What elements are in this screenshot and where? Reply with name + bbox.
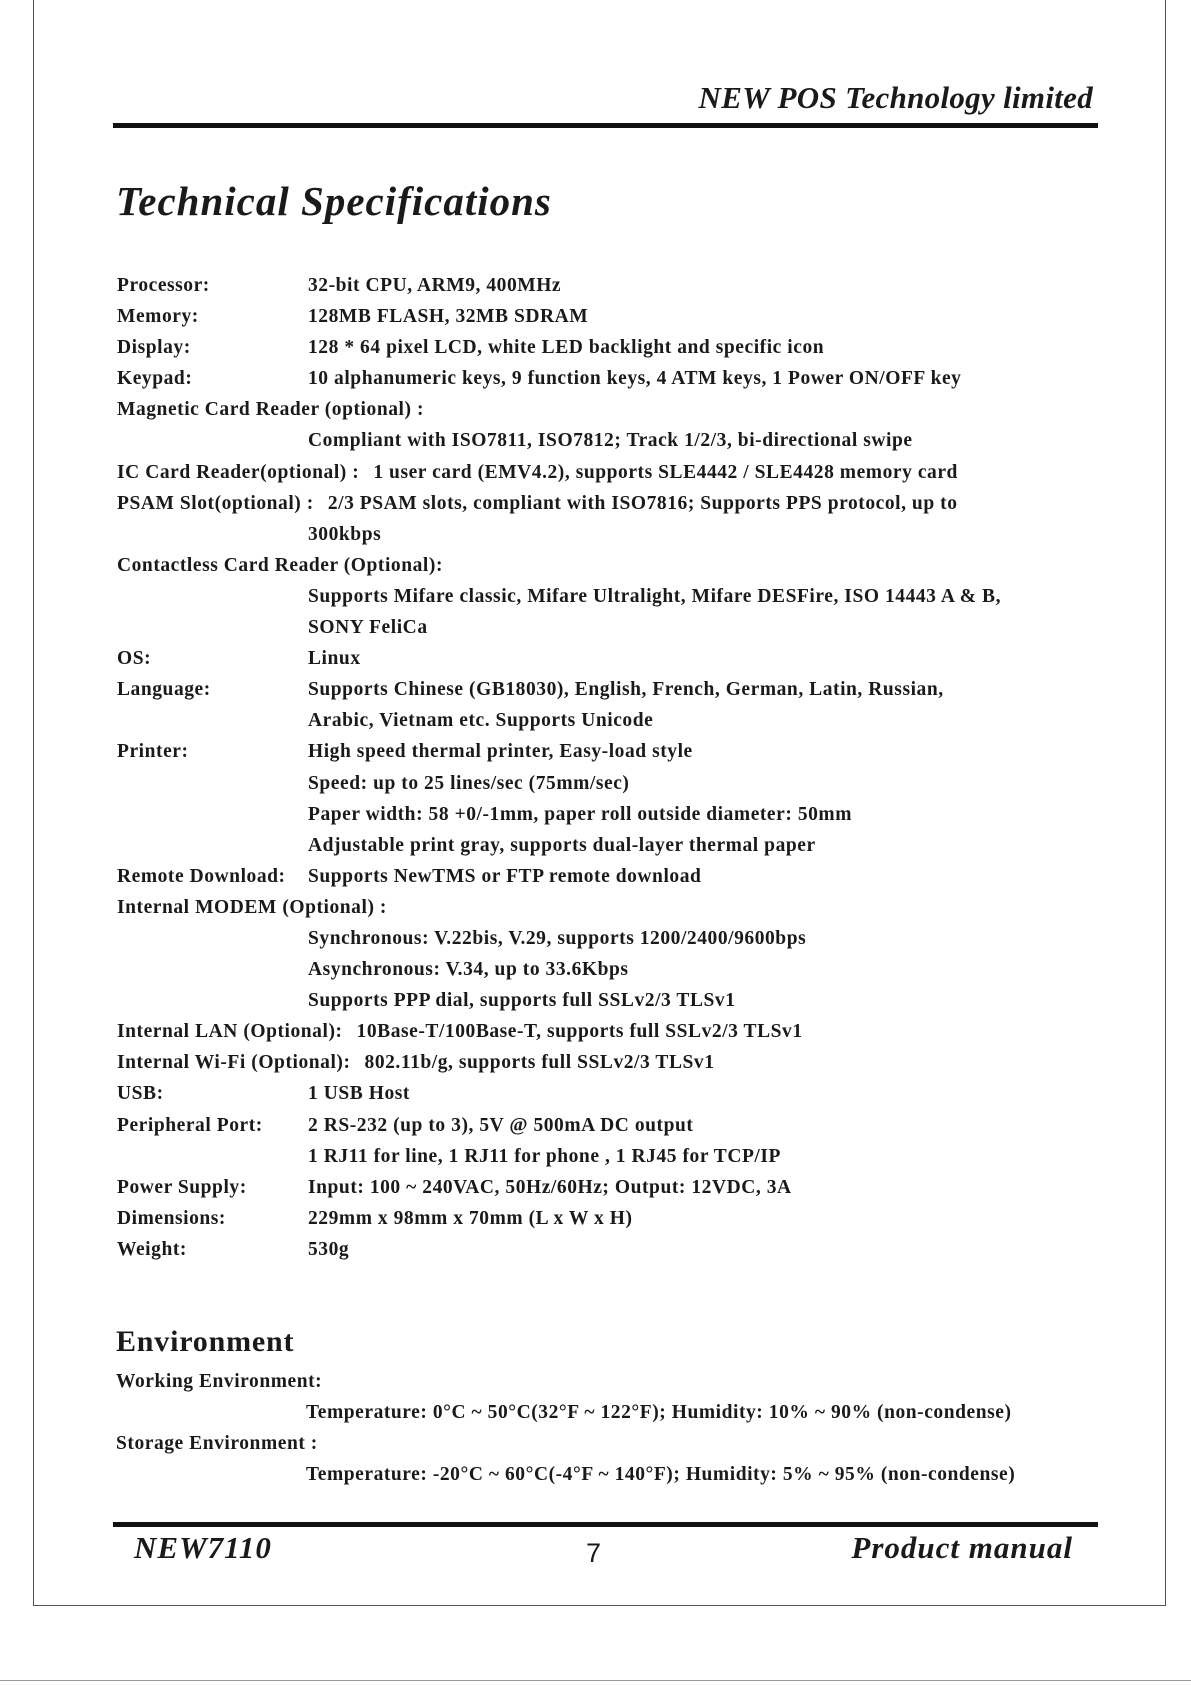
- spec-row: [117, 1078, 1107, 1109]
- spec-value: 1 USB Host: [308, 1083, 410, 1105]
- spec-value: Synchronous: V.22bis, V.29, supports 1200/2400/9600bps: [308, 927, 807, 949]
- spec-row: [117, 923, 1107, 954]
- spec-label: [117, 954, 308, 985]
- spec-row: [117, 768, 1107, 799]
- spec-label: Peripheral Port:: [117, 1114, 263, 1136]
- spec-label: [117, 985, 308, 1016]
- spec-row: [117, 1047, 1107, 1078]
- spec-label: PSAM Slot(optional) :: [117, 492, 314, 514]
- spec-row: [117, 736, 1107, 767]
- footer-rule: [113, 1522, 1098, 1527]
- spec-value: 229mm x 98mm x 70mm (L x W x H): [308, 1207, 633, 1229]
- working-environment-label: Working Environment:: [116, 1371, 323, 1392]
- spec-row: [117, 705, 1107, 736]
- spec-value: 300kbps: [308, 523, 382, 545]
- spec-value: Compliant with ISO7811, ISO7812; Track 1/2/3, bi-directional swipe: [308, 430, 913, 452]
- spec-row: [117, 488, 1107, 519]
- environment-heading: Environment: [116, 1325, 295, 1358]
- spec-row: [117, 1141, 1107, 1172]
- spec-row: [117, 1234, 1107, 1265]
- spec-value: 10Base-T/100Base-T, supports full SSLv2/3 TLSv1: [356, 1021, 803, 1043]
- company-name: NEW POS Technology limited: [698, 80, 1093, 115]
- page-number: 7: [586, 1538, 602, 1568]
- spec-row: [117, 581, 1107, 612]
- spec-row: [117, 892, 1107, 923]
- spec-row: [117, 363, 1107, 394]
- spec-row: [117, 1110, 1107, 1141]
- spec-value: Asynchronous: V.34, up to 33.6Kbps: [308, 959, 629, 981]
- spec-row: [117, 519, 1107, 550]
- spec-row: [117, 550, 1107, 581]
- spec-row: [117, 1172, 1107, 1203]
- page-title: Technical Specifications: [116, 178, 552, 224]
- spec-value: Supports Mifare classic, Mifare Ultralight, Mifare DESFire, ISO 14443 A & B,: [308, 585, 1002, 607]
- spec-label: USB:: [117, 1083, 164, 1105]
- spec-value: Paper width: 58 +0/-1mm, paper roll outside diameter: 50mm: [308, 803, 853, 825]
- spec-row: [117, 799, 1107, 830]
- spec-label: Memory:: [117, 306, 199, 328]
- footer-model: NEW7110: [134, 1530, 272, 1565]
- spec-label: Remote Download:: [117, 865, 286, 887]
- spec-label: Display:: [117, 337, 191, 359]
- spec-row: [117, 985, 1107, 1016]
- scan-edge-line: [0, 1680, 1191, 1681]
- spec-label: Internal LAN (Optional):: [117, 1021, 343, 1043]
- spec-label: [117, 1141, 308, 1172]
- env-row-storage-value: [116, 1459, 1106, 1490]
- spec-value: 32-bit CPU, ARM9, 400MHz: [308, 275, 562, 296]
- spec-row: [117, 1016, 1107, 1047]
- spec-row: [117, 425, 1107, 456]
- spec-label: [117, 799, 308, 830]
- spec-row: [117, 954, 1107, 985]
- storage-environment-label: Storage Environment :: [116, 1433, 318, 1454]
- spec-row: [117, 612, 1107, 643]
- spec-row: [117, 1203, 1107, 1234]
- spec-label: Internal MODEM (Optional) :: [117, 896, 387, 918]
- spec-label: Printer:: [117, 741, 189, 763]
- spec-label: Dimensions:: [117, 1207, 226, 1229]
- header-rule: [113, 123, 1098, 128]
- spec-row: [117, 830, 1107, 861]
- spec-value: Supports PPP dial, supports full SSLv2/3 TLSv1: [308, 990, 736, 1012]
- storage-environment-value: Temperature: -20°C ~ 60°C(-4°F ~ 140°F); Humidity: 5% ~ 95% (non-condense): [306, 1464, 1016, 1485]
- spec-value: Supports Chinese (GB18030), English, French, German, Latin, Russian,: [308, 679, 944, 701]
- spec-value: 1 RJ11 for line, 1 RJ11 for phone , 1 RJ45 for TCP/IP: [308, 1145, 781, 1167]
- spec-value: 2 RS-232 (up to 3), 5V @ 500mA DC output: [308, 1114, 694, 1136]
- spec-label: [117, 519, 308, 550]
- spec-value: Speed: up to 25 lines/sec (75mm/sec): [308, 772, 630, 794]
- spec-label: Keypad:: [117, 368, 193, 390]
- spec-value: 128 * 64 pixel LCD, white LED backlight and specific icon: [308, 337, 825, 359]
- spec-label: [117, 705, 308, 736]
- env-row-storage: [116, 1428, 1106, 1459]
- spec-value: SONY FeliCa: [308, 617, 428, 639]
- env-row-working: [116, 1366, 1106, 1397]
- spec-value: 2/3 PSAM slots, compliant with ISO7816; Supports PPS protocol, up to: [327, 492, 958, 514]
- spec-label: [117, 581, 308, 612]
- spec-value: Linux: [308, 648, 361, 670]
- spec-value: Arabic, Vietnam etc. Supports Unicode: [308, 710, 654, 732]
- spec-value: 1 user card (EMV4.2), supports SLE4442 / SLE4428 memory card: [373, 461, 958, 483]
- spec-value: Input: 100 ~ 240VAC, 50Hz/60Hz; Output: 12VDC, 3A: [308, 1176, 792, 1198]
- spec-value: 802.11b/g, supports full SSLv2/3 TLSv1: [364, 1052, 715, 1074]
- spec-label: [117, 425, 308, 456]
- spec-label: Weight:: [117, 1238, 187, 1260]
- spec-list: [117, 270, 1107, 1265]
- spec-label: Language:: [117, 679, 211, 701]
- spec-label: [117, 830, 308, 861]
- spec-value: 530g: [308, 1238, 350, 1260]
- spec-label: [117, 768, 308, 799]
- spec-label: Power Supply:: [117, 1176, 247, 1198]
- spec-value: 10 alphanumeric keys, 9 function keys, 4 ATM keys, 1 Power ON/OFF key: [308, 368, 962, 390]
- spec-row: [117, 861, 1107, 892]
- spec-row: [117, 332, 1107, 363]
- spec-value: 128MB FLASH, 32MB SDRAM: [308, 306, 589, 328]
- spec-row: [117, 270, 1107, 301]
- spec-row: [117, 394, 1107, 425]
- spec-value: Adjustable print gray, supports dual-layer thermal paper: [308, 834, 816, 856]
- spec-value: High speed thermal printer, Easy-load style: [308, 741, 693, 763]
- spec-label: Contactless Card Reader (Optional):: [117, 554, 443, 576]
- spec-label: [117, 923, 308, 954]
- env-row-working-value: [116, 1397, 1106, 1428]
- spec-label: Internal Wi-Fi (Optional):: [117, 1052, 351, 1074]
- spec-label: Magnetic Card Reader (optional) :: [117, 399, 424, 421]
- spec-row: [117, 301, 1107, 332]
- spec-label: Processor:: [117, 275, 210, 296]
- spec-row: [117, 674, 1107, 705]
- working-environment-value: Temperature: 0°C ~ 50°C(32°F ~ 122°F); Humidity: 10% ~ 90% (non-condense): [306, 1402, 1012, 1423]
- spec-label: OS:: [117, 648, 152, 670]
- spec-label: [117, 612, 308, 643]
- spec-value: Supports NewTMS or FTP remote download: [308, 865, 702, 887]
- footer-manual-label: Product manual: [851, 1530, 1073, 1565]
- spec-row: [117, 457, 1107, 488]
- spec-row: [117, 643, 1107, 674]
- spec-label: IC Card Reader(optional) :: [117, 461, 360, 483]
- environment-list: [116, 1366, 1106, 1490]
